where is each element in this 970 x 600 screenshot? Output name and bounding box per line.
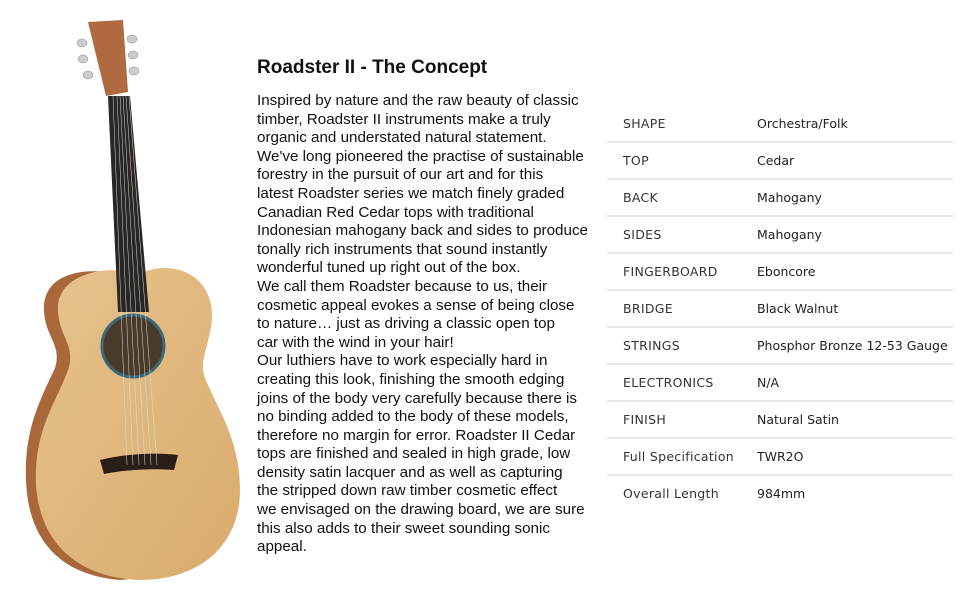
spec-row [607, 476, 953, 511]
spec-value: TWR2O [757, 449, 804, 464]
spec-label: BACK [623, 190, 659, 205]
description-line: Our luthiers have to work especially hard in [257, 352, 548, 370]
description-line: cosmetic appeal evokes a sense of being close [257, 296, 575, 314]
description-line: forestry in the pursuit of our art and for this [257, 166, 544, 184]
spec-label: FINGERBOARD [623, 264, 718, 279]
description-line: We've long pioneered the practise of sustainable [257, 147, 584, 165]
spec-row [607, 365, 953, 402]
description-line: organic and understated natural statement. [257, 129, 547, 147]
description-line: Canadian Red Cedar tops with traditional [257, 203, 534, 221]
spec-value: Natural Satin [757, 412, 839, 427]
spec-value: Mahogany [757, 227, 822, 242]
spec-row [607, 180, 953, 217]
spec-row [607, 328, 953, 365]
guitar-image [0, 0, 250, 600]
description-line: the stripped down raw timber cosmetic effect [257, 482, 558, 500]
description-line: no binding added to the body of these models, [257, 408, 569, 426]
spec-value: Orchestra/Folk [757, 116, 848, 131]
description-line: we envisaged on the drawing board, we are sure [257, 501, 585, 519]
description-line: car with the wind in your hair! [257, 333, 454, 351]
description-line: Indonesian mahogany back and sides to produce [257, 222, 588, 240]
spec-label: Overall Length [623, 486, 719, 501]
description-text [257, 92, 602, 557]
spec-row [607, 439, 953, 476]
description-line: wonderful tuned up right out of the box. [257, 259, 521, 277]
spec-label: Full Specification [623, 449, 735, 464]
spec-value: Eboncore [757, 264, 816, 279]
spec-row [607, 106, 953, 143]
spec-label: TOP [623, 153, 649, 168]
spec-label: SIDES [623, 227, 662, 242]
spec-row [607, 291, 953, 328]
headstock [88, 20, 128, 96]
description-line: to nature… just as driving a classic open top [257, 315, 556, 333]
description-line: timber, Roadster II instruments make a truly [257, 110, 551, 128]
description-line: creating this look, finishing the smooth edging [257, 370, 565, 388]
description-line: latest Roadster series we match finely graded [257, 184, 565, 202]
description-line: this also adds to their sweet sounding sonic [257, 519, 550, 537]
description-line: Inspired by nature and the raw beauty of classic [257, 92, 579, 109]
spec-row [607, 217, 953, 254]
spec-value: N/A [757, 375, 780, 390]
spec-value: Mahogany [757, 190, 822, 205]
spec-row [607, 143, 953, 180]
description-line: We call them Roadster because to us, their [257, 277, 548, 295]
spec-label: STRINGS [623, 338, 681, 353]
description-line: therefore no margin for error. Roadster II Cedar [257, 426, 576, 444]
description-line: density satin lacquer and as well as capturing [257, 463, 563, 481]
description-line: tonally rich instruments that sound instantly [257, 240, 548, 258]
description-line: joins of the body very carefully because there is [257, 389, 577, 407]
description-line: appeal. [257, 538, 307, 556]
spec-value: Phosphor Bronze 12-53 Gauge [757, 338, 948, 353]
spec-label: SHAPE [623, 116, 666, 131]
spec-label: BRIDGE [623, 301, 673, 316]
spec-value: Black Walnut [757, 301, 839, 316]
description-line: tops are finished and sealed in high grade, low [257, 445, 571, 463]
section-title: Roadster II - The Concept [257, 57, 488, 78]
spec-value: 984mm [757, 486, 806, 501]
spec-value: Cedar [757, 153, 795, 168]
spec-row [607, 402, 953, 439]
spec-table [607, 106, 953, 511]
spec-label: ELECTRONICS [623, 375, 714, 390]
spec-row [607, 254, 953, 291]
spec-label: FINISH [623, 412, 667, 427]
